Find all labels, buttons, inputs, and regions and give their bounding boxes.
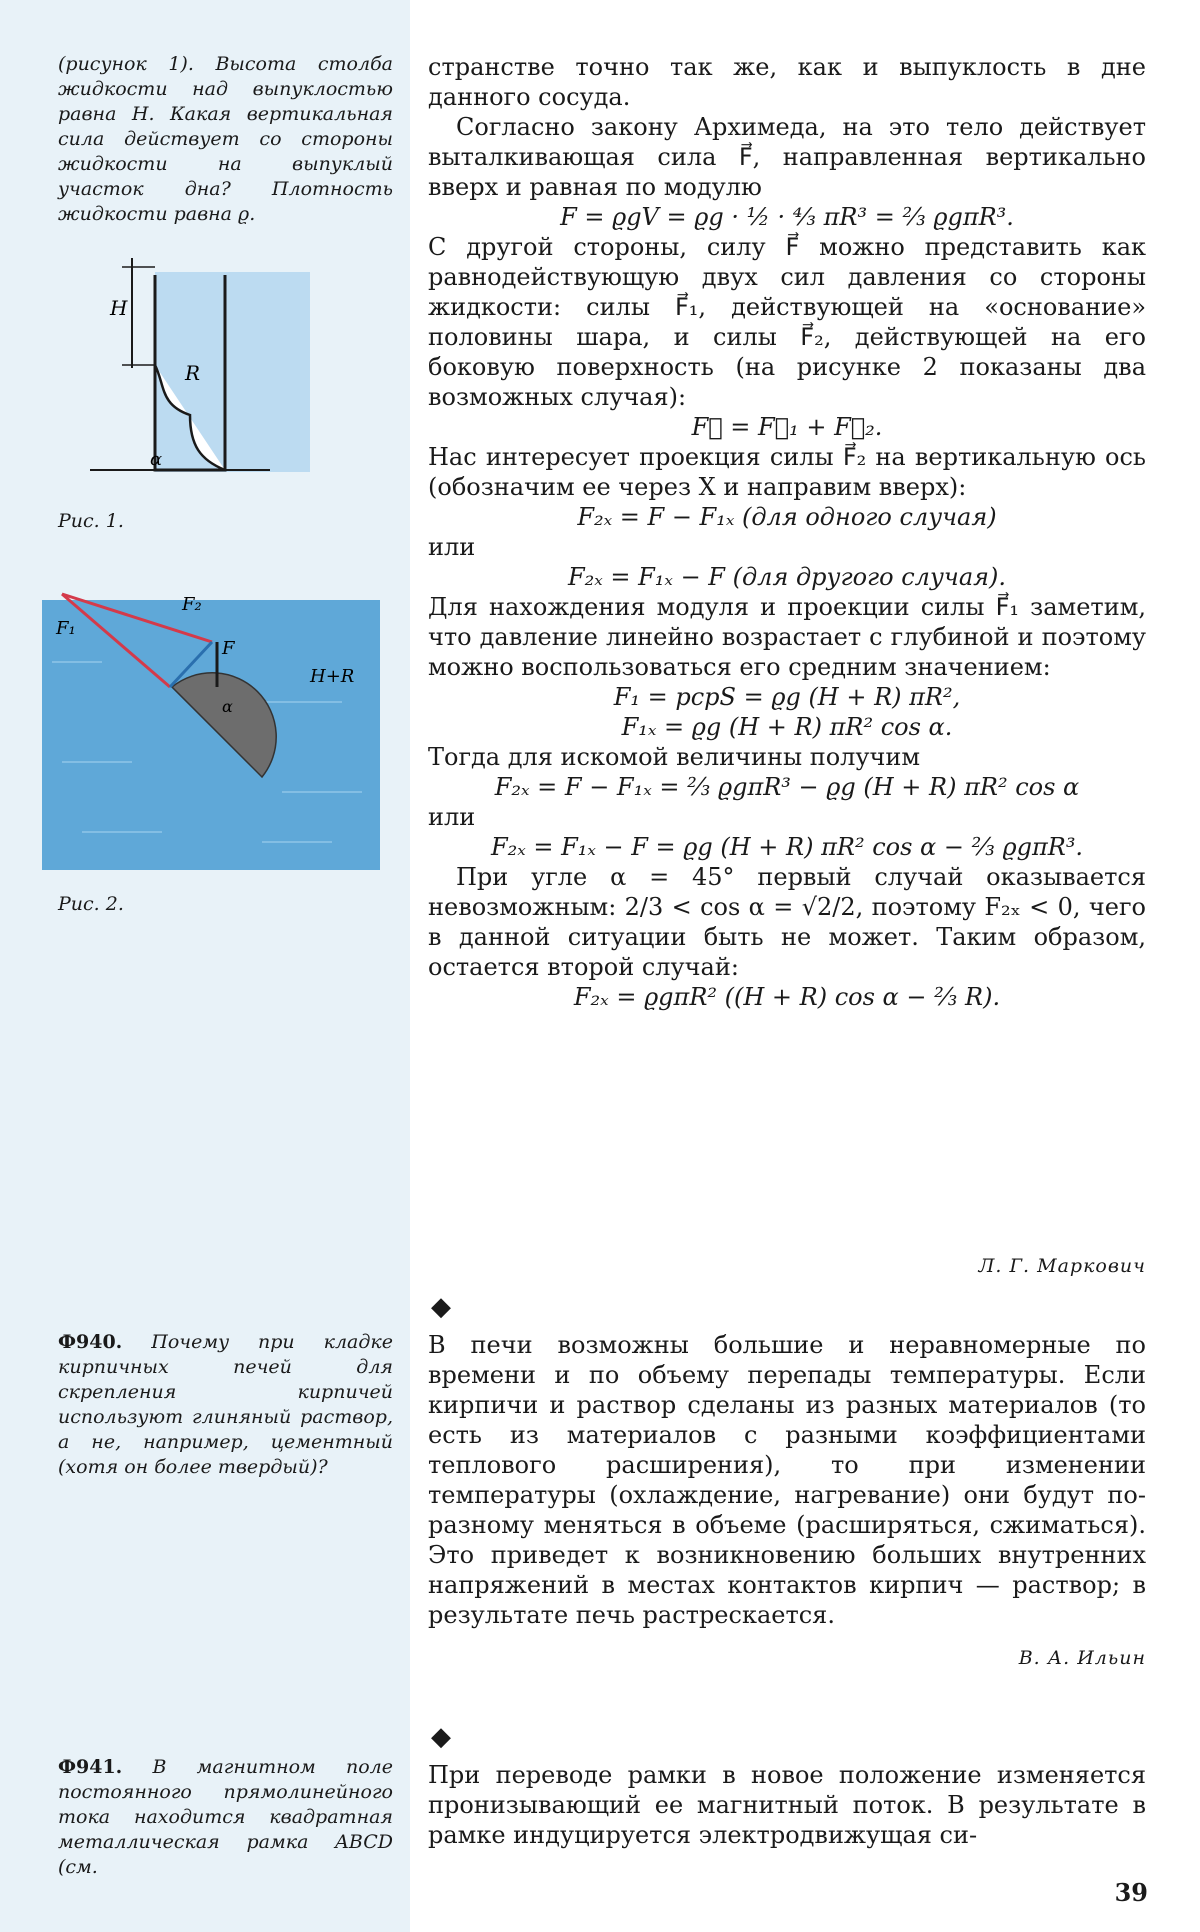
para-4: Нас интересует проекция силы F⃗₂ на вертикальную ось (обозначим ее через X и направим вверх): (428, 443, 1146, 501)
formula-6: F₁ₓ = ϱg (H + R) πR² cos α. (621, 713, 953, 741)
fig1-label-h: H (110, 296, 128, 320)
formula-2: F⃗ = F⃗₁ + F⃗₂. (691, 413, 883, 441)
figure-2 (42, 582, 380, 870)
fig1-label-alpha: α (150, 449, 163, 470)
para-5: Для нахождения модуля и проекции силы F⃗₁ заметим, что давление линейно возрастает с глубиной и поэтому можно воспользоваться его средним значением: (428, 593, 1146, 681)
problem-941-text: В магнитном поле постоянного прямолинейного тока находится квадратная металлическая рамка ABCD (см. (58, 1756, 393, 1878)
page-number: 39 (1114, 1878, 1148, 1907)
formula-5: F₁ = pсрS = ϱg (H + R) πR², (613, 683, 961, 711)
problem-940 (58, 1330, 393, 1480)
answer-941 (428, 1760, 1146, 1850)
figure-1 (70, 245, 310, 485)
or-2: или (428, 803, 476, 831)
fig2-label-f: F (222, 638, 235, 659)
formula-1: F = ϱgV = ϱg · ½ · ⁴⁄₃ πR³ = ⅔ ϱgπR³. (560, 203, 1014, 231)
fig2-label-f2: F₂ (182, 594, 202, 615)
main-solution (428, 52, 1146, 1012)
fig2-label-hr: H+R (310, 666, 355, 687)
fig2-label-alpha: α (222, 697, 233, 716)
author-1: Л. Г. Маркович (978, 1255, 1146, 1277)
fig2-label-f1: F₁ (56, 618, 76, 639)
section-diamond-1: ◆ (431, 1292, 451, 1322)
author-2: В. А. Ильин (1018, 1647, 1146, 1669)
para-6: Тогда для искомой величины получим (428, 743, 921, 771)
fig1-liquid (155, 272, 310, 472)
formula-7: F₂ₓ = F − F₁ₓ = ⅔ ϱgπR³ − ϱg (H + R) πR² cos α (494, 773, 1080, 801)
figure-2-caption: Рис. 2. (58, 893, 124, 915)
para-3: С другой стороны, силу F⃗ можно представить как равнодействующую двух сил давления со стороны жидкости: силы F⃗₁, действующей на «основание» половины шара, и силы F⃗₂, действующей на его боковую поверхность (на рисунке 2 показаны два возможных случая): (428, 233, 1146, 411)
para-1: странстве точно так же, как и выпуклость в дне данного сосуда. (428, 53, 1146, 111)
formula-3: F₂ₓ = F − F₁ₓ (для одного случая) (577, 503, 997, 531)
formula-4: F₂ₓ = F₁ₓ − F (для другого случая). (567, 563, 1007, 591)
problem-intro-text: (рисунок 1). Высота столба жидкости над выпуклостью равна H. Какая вертикальная сила действует со стороны жидкости на выпуклый участок дна? Плотность жидкости равна ϱ. (58, 53, 393, 225)
answer-940 (428, 1330, 1146, 1630)
problem-941 (58, 1755, 393, 1880)
formula-8: F₂ₓ = F₁ₓ − F = ϱg (H + R) πR² cos α − ⅔ ϱgπR³. (490, 833, 1084, 861)
problem-940-text: Почему при кладке кирпичных печей для скрепления кирпичей используют глиняный раствор, а не, например, цементный (хотя он более твердый)? (58, 1331, 393, 1478)
figure-1-caption: Рис. 1. (58, 510, 124, 532)
para-7: При угле α = 45° первый случай оказывается невозможным: 2/3 < cos α = √2/2, поэтому F₂ₓ < 0, чего в данной ситуации быть не может. Таким образом, остается второй случай: (428, 863, 1146, 981)
fig1-label-r: R (185, 361, 201, 385)
problem-941-number: Ф941. (58, 1756, 123, 1778)
para-8: В печи возможны большие и неравномерные по времени и по объему перепады температуры. Если кирпичи и раствор сделаны из разных материалов (то есть из материалов с разными коэффициентами теплового расширения), то при изменении температуры (охлаждение, нагревание) они будут по-разному меняться в объеме (расширяться, сжиматься). Это приведет к возникновению больших внутренних напряжений в местах контактов кирпич — раствор; в результате печь растрескается. (428, 1331, 1146, 1629)
para-9: При переводе рамки в новое положение изменяется пронизывающий ее магнитный поток. В результате в рамке индуцируется электродвижущая си- (428, 1761, 1146, 1849)
section-diamond-2: ◆ (431, 1722, 451, 1752)
formula-9: F₂ₓ = ϱgπR² ((H + R) cos α − ⅔ R). (573, 983, 1001, 1011)
para-2: Согласно закону Архимеда, на это тело действует выталкивающая сила F⃗, направленная вертикально вверх и равная по модулю (428, 113, 1146, 201)
problem-940-number: Ф940. (58, 1331, 123, 1353)
or-1: или (428, 533, 476, 561)
